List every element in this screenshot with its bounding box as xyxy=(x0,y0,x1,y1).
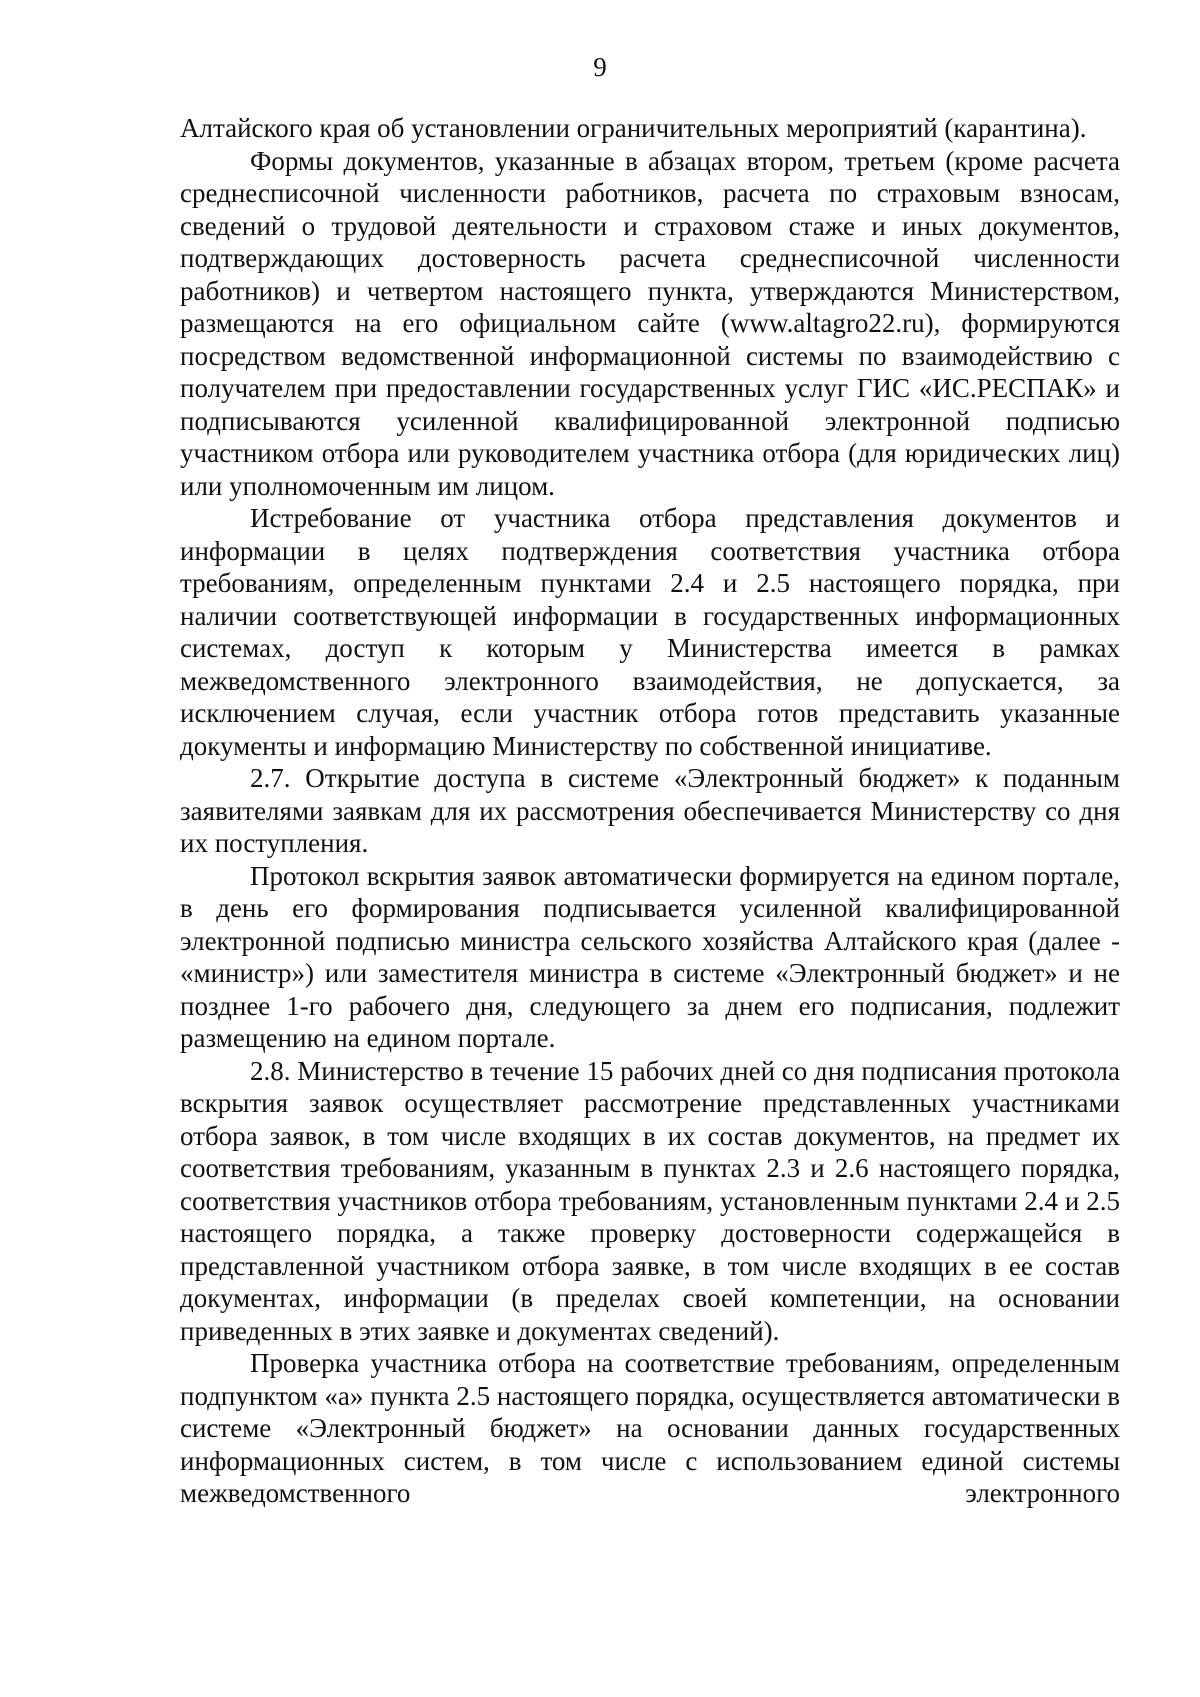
paragraph-carry-over: Алтайского края об установлении ограничительных мероприятий (карантина). xyxy=(180,113,1087,143)
paragraph-opening-protocol: Протокол вскрытия заявок автоматически формируется на едином портале, в день его формирования подписывается усиленной квалифицированной электронной подписью министра сельского хозяйства Алтайского края (далее - «министр») или заместителя министра в системе «Электронный бюджет» и не позднее 1-го рабочего дня, следующего за днем его подписания, подлежит размещению на едином портале. xyxy=(180,860,1120,1053)
paragraph-participant-check: Проверка участника отбора на соответствие требованиям, определенным подпунктом «а» пункта 2.5 настоящего порядка, осуществляется автоматически в системе «Электронный бюджет» на основании данных государственных информационных систем, в том числе с использованием единой системы межведомственного электронного xyxy=(180,1348,1120,1508)
paragraph-document-request: Истребование от участника отбора представления документов и информации в целях подтверждения соответствия участника отбора требованиям, определенным пунктами 2.4 и 2.5 настоящего порядка, при наличии соответствующей информации в государственных информационных системах, доступ к которым у Министерства имеется в рамках межведомственного электронного взаимодействия, не допускается, за исключением случая, если участник отбора готов представить указанные документы и информацию Министерству по собственной инициативе. xyxy=(180,503,1120,761)
document-body xyxy=(180,112,1120,1510)
paragraph-section-2-8: 2.8. Министерство в течение 15 рабочих дней со дня подписания протокола вскрытия заявок осуществляет рассмотрение представленных участниками отбора заявок, в том числе входящих в их состав документов, на предмет их соответствия требованиям, указанным в пунктах 2.3 и 2.6 настоящего порядка, соответствия участников отбора требованиям, установленным пунктами 2.4 и 2.5 настоящего порядка, а также проверку достоверности содержащейся в представленной участником отбора заявке, в том числе входящих в ее состав документах, информации (в пределах своей компетенции, на основании приведенных в этих заявке и документах сведений). xyxy=(180,1055,1120,1346)
page-number: 9 xyxy=(593,52,607,82)
paragraph-document-forms: Формы документов, указанные в абзацах втором, третьем (кроме расчета среднесписочной численности работников, расчета по страховым взносам, сведений о трудовой деятельности и страховом стаже и иных документов, подтверждающих достоверность расчета среднесписочной численности работников) и четвертом настоящего пункта, утверждаются Министерством, размещаются на его официальном сайте (www.altagro22.ru), формируются посредством ведомственной информационной системы по взаимодействию с получателем при предоставлении государственных услуг ГИС «ИС.РЕСПАК» и подписываются усиленной квалифицированной электронной подписью участником отбора или руководителем участника отбора (для юридических лиц) или уполномоченным им лицом. xyxy=(180,145,1120,501)
paragraph-section-2-7: 2.7. Открытие доступа в системе «Электронный бюджет» к поданным заявителями заявкам для их рассмотрения обеспечивается Министерству со дня их поступления. xyxy=(180,763,1120,858)
